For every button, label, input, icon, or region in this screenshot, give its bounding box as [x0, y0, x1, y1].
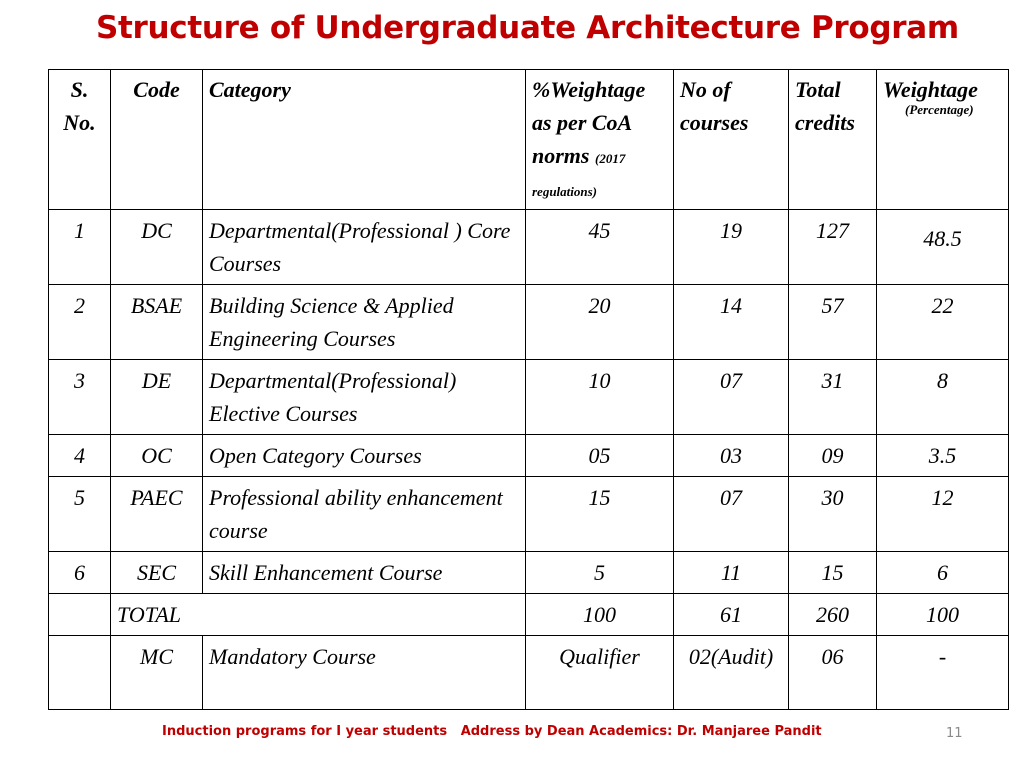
- table-header-row: [49, 70, 1009, 210]
- cell-code: BSAE: [111, 285, 203, 360]
- cell-credits: 31: [789, 360, 877, 435]
- cell-courses: 11: [674, 552, 789, 594]
- cell-code: MC: [111, 636, 203, 710]
- cell-code: DC: [111, 210, 203, 285]
- cell-category: Departmental(Professional ) Core Courses: [203, 210, 526, 285]
- table-row: [49, 477, 1009, 552]
- cell-sno: 4: [49, 435, 111, 477]
- cell-credits: 09: [789, 435, 877, 477]
- cell-weightage: 12: [877, 477, 1009, 552]
- cell-category: Skill Enhancement Course: [203, 552, 526, 594]
- cell-code: OC: [111, 435, 203, 477]
- cell-weightage: 3.5: [877, 435, 1009, 477]
- cell-sno: 1: [49, 210, 111, 285]
- cell-weightage: 8: [877, 360, 1009, 435]
- cell-credits: 06: [789, 636, 877, 710]
- header-weightage-label: Weightage: [883, 77, 978, 102]
- cell-weightage: 48.5: [877, 210, 1009, 285]
- slide-title: Structure of Undergraduate Architecture Program: [96, 10, 959, 46]
- table-row: [49, 435, 1009, 477]
- cell-category: Mandatory Course: [203, 636, 526, 710]
- total-row: [49, 594, 1009, 636]
- header-category: Category: [203, 70, 526, 210]
- cell-coa: 45: [526, 210, 674, 285]
- cell-credits: 57: [789, 285, 877, 360]
- header-weightage-coa: [526, 70, 674, 210]
- total-weightage: 100: [877, 594, 1009, 636]
- cell-coa: 15: [526, 477, 674, 552]
- cell-sno: 3: [49, 360, 111, 435]
- cell-coa: Qualifier: [526, 636, 674, 710]
- cell-credits: 30: [789, 477, 877, 552]
- cell-weightage: -: [877, 636, 1009, 710]
- cell-category: Building Science & Applied Engineering Courses: [203, 285, 526, 360]
- cell-sno: [49, 594, 111, 636]
- cell-courses: 07: [674, 360, 789, 435]
- cell-coa: 10: [526, 360, 674, 435]
- cell-code: SEC: [111, 552, 203, 594]
- cell-credits: 15: [789, 552, 877, 594]
- cell-courses: 19: [674, 210, 789, 285]
- table-row: [49, 285, 1009, 360]
- table-row: [49, 210, 1009, 285]
- header-courses: No of courses: [674, 70, 789, 210]
- cell-category: Professional ability enhancement course: [203, 477, 526, 552]
- header-credits: Total credits: [789, 70, 877, 210]
- cell-courses: 14: [674, 285, 789, 360]
- cell-coa: 05: [526, 435, 674, 477]
- footer-text: Induction programs for I year students Address by Dean Academics: Dr. Manjaree Pandit: [162, 724, 822, 739]
- cell-weightage: 6: [877, 552, 1009, 594]
- cell-coa: 5: [526, 552, 674, 594]
- total-coa: 100: [526, 594, 674, 636]
- cell-coa: 20: [526, 285, 674, 360]
- cell-sno: 5: [49, 477, 111, 552]
- cell-weightage: 22: [877, 285, 1009, 360]
- cell-code: DE: [111, 360, 203, 435]
- header-code: Code: [111, 70, 203, 210]
- header-weightage-coa-note: (2017 regulations): [532, 151, 626, 199]
- cell-credits: 127: [789, 210, 877, 285]
- header-weightage: [877, 70, 1009, 210]
- total-label: TOTAL: [111, 594, 526, 636]
- mandatory-row: [49, 636, 1009, 710]
- table-row: [49, 360, 1009, 435]
- table-row: [49, 552, 1009, 594]
- cell-courses: 03: [674, 435, 789, 477]
- header-sno: S. No.: [49, 70, 111, 210]
- cell-sno: 2: [49, 285, 111, 360]
- cell-category: Open Category Courses: [203, 435, 526, 477]
- cell-code: PAEC: [111, 477, 203, 552]
- program-structure-table: [48, 69, 1009, 710]
- page-number: 11: [946, 726, 963, 741]
- header-weightage-note: (Percentage): [905, 102, 974, 117]
- total-credits: 260: [789, 594, 877, 636]
- cell-sno: 6: [49, 552, 111, 594]
- total-courses: 61: [674, 594, 789, 636]
- cell-courses: 07: [674, 477, 789, 552]
- cell-courses: 02(Audit): [674, 636, 789, 710]
- header-weightage-coa-label: %Weightage as per CoA norms: [532, 77, 646, 168]
- cell-sno: [49, 636, 111, 710]
- cell-category: Departmental(Professional) Elective Courses: [203, 360, 526, 435]
